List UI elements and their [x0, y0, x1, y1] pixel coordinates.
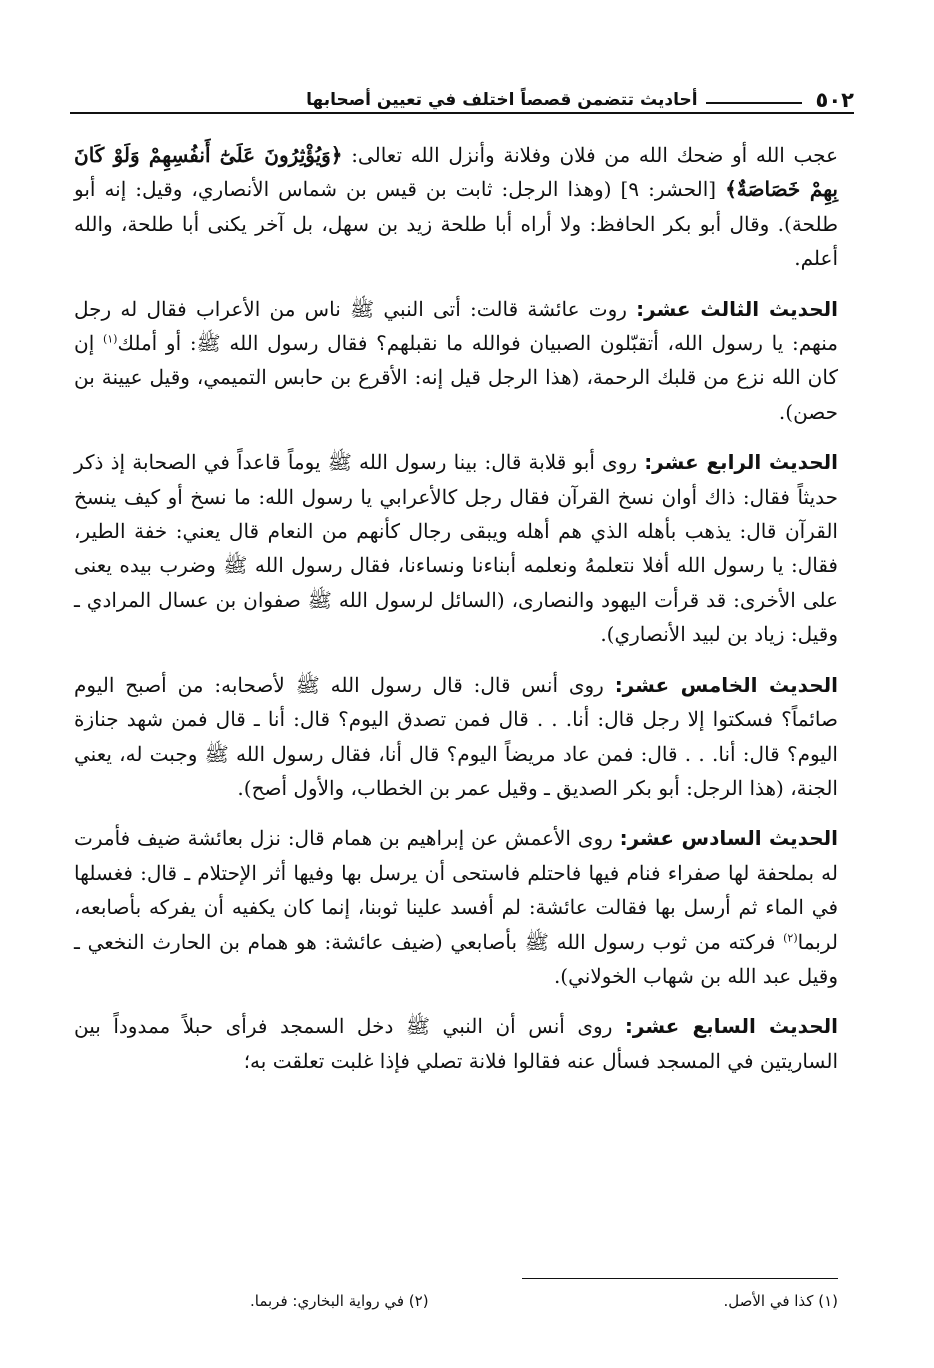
footnote-2: (٢) في رواية البخاري: فربما.: [250, 1292, 429, 1310]
header-divider: [70, 112, 854, 114]
page-header: [70, 72, 854, 112]
hadith-16: [74, 821, 838, 993]
footnotes: [250, 1292, 838, 1322]
paragraph-text: روى الأعمش عن إبراهيم بن همام قال: نزل بعائشة ضيف فأمرت له بملحفة لها صفراء فنام فيها فاحتلم فاستحى أن يرسل بها وفيها أثر الإحتلام ـ قال: فغسلها في الماء ثم أرسل بها فقالت عائشة: لم أفسد علينا ثوبنا، إنما كان يكفيه أن يفركه بأصابعه، لربما: [74, 826, 838, 954]
page-number: ٥٠٢: [815, 88, 854, 112]
paragraph-continuation: [74, 138, 838, 276]
header-rule: [706, 102, 802, 104]
quran-verse: ﴿وَيُؤْثِرُونَ عَلَىٰٓ أَنفُسِهِمْ وَلَوْ كَانَ بِهِمْ خَصَاصَةٌ﴾: [74, 143, 838, 202]
paragraph-text: [الحشر: ٩] (وهذا الرجل: ثابت بن قيس بن شماس الأنصاري، وقيل: إنه أبو طلحة). وقال أبو بكر الحافظ: ولا أراه أبا طلحة زيد بن سهل، بل آخر يكنى أبا طلحة، والله أعلم.: [74, 177, 838, 271]
paragraph-text: روى أنس قال: قال رسول الله ﷺ لأصحابه: من أصبح اليوم صائماً؟ فسكتوا إلا رجل قال: أنا. . . قال فمن تصدق اليوم؟ قال: أنا ـ قال فمن شهد جنازة اليوم؟ قال: أنا. . . قال: فمن عاد مريضاً اليوم؟ قال أنا، فقال رسول الله ﷺ وجبت له، يعني الجنة، (هذا الرجل: أبو بكر الصديق ـ وقيل عمر بن الخطاب، والأول أصح).: [74, 672, 838, 800]
hadith-title: الحديث الخامس عشر:: [614, 672, 838, 697]
hadith-title: الحديث السابع عشر:: [624, 1014, 838, 1039]
hadith-title: الحديث الرابع عشر:: [644, 450, 838, 475]
hadith-title: الحديث السادس عشر:: [619, 826, 839, 851]
paragraph-text: روى أبو قلابة قال: بينا رسول الله ﷺ يوماً قاعداً في الصحابة إذ ذكر حديثاً فقال: ذاك أوان نسخ القرآن فقال رجل كالأعرابي يا رسول الله: ما نسخ أو كيف ينسخ القرآن قال: يذهب بأهله الذي هم أهله ويبقى رجال كأنهم من النعام قال يعني: خفة الطير، فقال: يا رسول الله أفلا نتعلمهُ ونعلمه أبناءنا ونساءنا، فقال رسول الله ﷺ وضرب بيده يعنى على الأخرى: قد قرأت اليهود والنصارى، (السائل لرسول الله ﷺ صفوان بن عسال المرادي ـ وقيل: زياد بن لبيد الأنصاري).: [74, 450, 838, 647]
hadith-title: الحديث الثالث عشر:: [636, 296, 838, 321]
paragraph-text: فركته من ثوب رسول الله ﷺ بأصابعي (ضيف عائشة: هو همام بن الحارث النخعي ـ وقيل عبد الله بن شهاب الخولاني).: [74, 929, 838, 988]
main-text: [74, 138, 838, 1094]
paragraph-text: إن كان الله نزع من قلبك الرحمة، (هذا الرجل قيل إنه: الأقرع بن حابس التميمي، وقيل عيينة بن حصن).: [74, 331, 838, 424]
footnote-ref-1: (١): [102, 332, 118, 346]
hadith-13: [74, 292, 838, 430]
footnote-ref-2: (٢): [783, 930, 798, 944]
paragraph-text: عجب الله أو ضحك الله من فلان وفلانة وأنزل الله تعالى:: [342, 143, 839, 167]
footnote-divider: [522, 1278, 838, 1279]
hadith-14: [74, 445, 838, 651]
hadith-17: [74, 1009, 838, 1078]
hadith-15: [74, 668, 838, 806]
running-title: أحاديث تتضمن قصصاً اختلف في تعيين أصحابها: [306, 90, 698, 110]
paragraph-text: روى أنس أن النبي ﷺ دخل السمجد فرأى حبلاً ممدوداً بين الساريتين في المسجد فسأل عنه فقالوا فلانة تصلي فإذا غلبت تعلقت به؛: [74, 1014, 838, 1073]
paragraph-text: روت عائشة قالت: أتى النبي ﷺ ناس من الأعراب فقال له رجل منهم: يا رسول الله، أتقبّلون الصبيان فوالله ما نقبلهم؟ فقال رسول الله ﷺ: أو أملك: [74, 296, 838, 356]
footnote-1: (١) كذا في الأصل.: [723, 1292, 838, 1310]
